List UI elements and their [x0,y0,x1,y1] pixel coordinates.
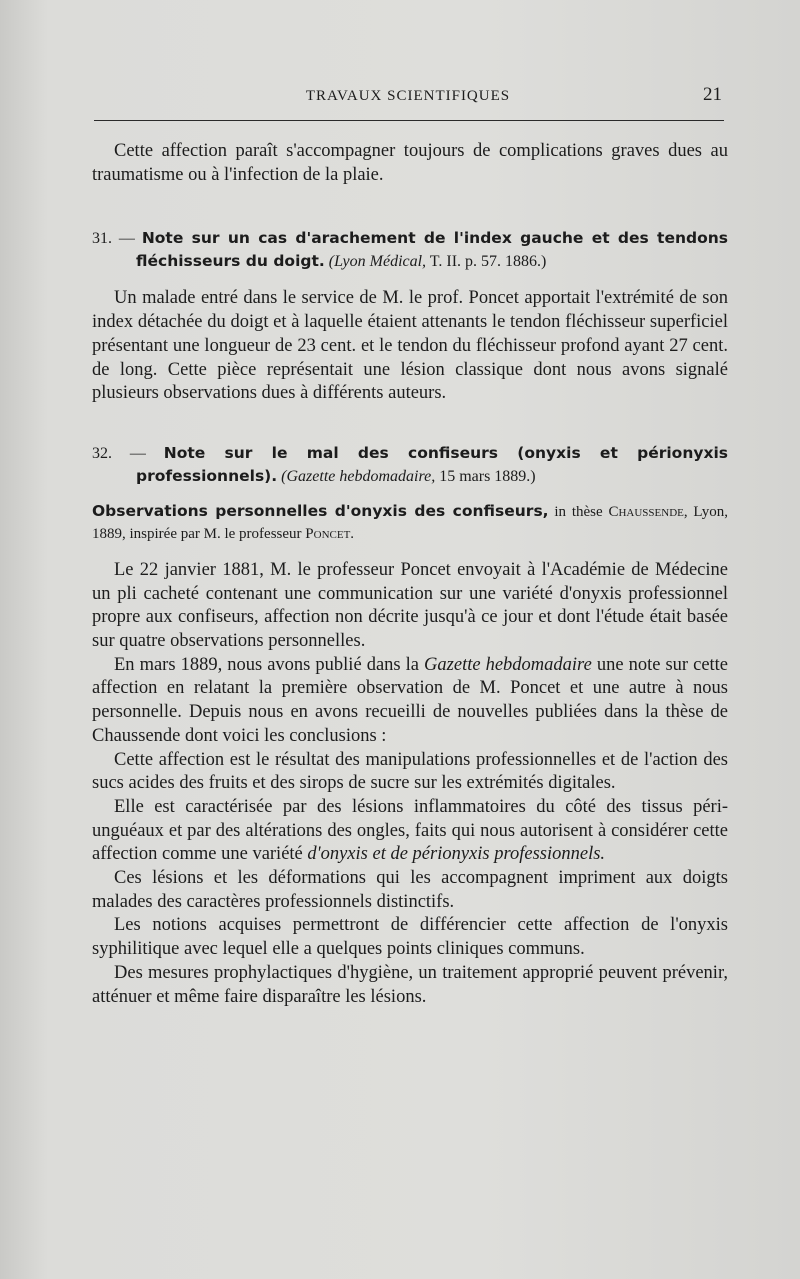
sub-text: in thèse [554,503,603,520]
entry-title: Note sur un cas d'arachement de l'index gauche et des tendons fléchisseurs du doigt. [136,229,729,271]
entry-31-heading [92,227,728,273]
text-run: une note sur cette affection en relatant la première observation de M. Poncet et une autre à nous personnelle. Depuis nous en avons recueilli de nouvelles publiées dans la thèse de Chaussende dont voici les conclusions : [92,654,729,746]
entry-ref-journal: (Lyon Médical, [328,253,427,271]
entry-32-paragraph-6: Les notions acquises permettront de différencier cette affection de l'onyxis syphilitique avec lequel elle a quelques points cliniques communs. [92,915,728,960]
entry-number: 32. [92,444,112,462]
entry-32-paragraph-1: Le 22 janvier 1881, M. le professeur Poncet envoyait à l'Académie de Médecine un pli cacheté contenant une communication sur une variété d'onyxis professionnel propre aux confiseurs, affection non décrite jusqu'à ce jour et dont l'étude était basée sur quatre observations personnelles. [92,559,728,652]
emphasis: d'onyxis et de périonyxis professionnels. [307,844,606,865]
entry-32-paragraph-7: Des mesures prophylactiques d'hygiène, un traitement approprié peuvent prévenir, atténuer et même faire disparaître les lésions. [92,962,728,1007]
page-header [92,84,724,114]
page-number: 21 [703,84,722,105]
sub-text: Lyon, 1889, inspirée par M. le professeur [92,503,728,542]
text-run: En mars 1889, nous avons publié dans la [114,654,419,675]
entry-32-heading [92,442,728,488]
entry-dash: — [129,444,146,462]
entry-number: 31. [92,230,112,248]
intro-paragraph: Cette affection paraît s'accompagner toujours de complications graves dues au traumatisme ou à l'infection de la plaie. [92,141,728,185]
entry-32-paragraph-3: Cette affection est le résultat des manipulations professionnelles et de l'action des sucs acides des fruits et des sirops de sucre sur les extrémités digitales. [92,749,728,794]
entry-32-subheading [92,500,728,545]
entry-ref-details: T. II. p. 57. 1886.) [429,253,547,271]
author-name: Poncet. [305,525,355,542]
page-content [92,140,728,1009]
entry-32-paragraph-2 [92,654,728,749]
entry-ref-journal: (Gazette hebdomadaire, [281,467,436,485]
sub-title: Observations personnelles d'onyxis des confiseurs, [92,501,549,520]
running-title: TRAVAUX SCIENTIFIQUES [305,88,511,104]
entry-dash: — [118,230,135,248]
header-rule [94,120,724,121]
text-run: Elle est caractérisée par des lésions inflammatoires du côté des tissus péri-unguéaux et par des altérations des ongles, faits qui nous autorisent à considérer cette affection comme une variété [92,796,728,865]
entry-31-body: Un malade entré dans le service de M. le prof. Poncet apportait l'extrémité de son index détachée du doigt et à laquelle étaient attenants le tendon fléchisseur superficiel présentant une longueur de 23 cent. et le tendon du fléchisseur profond ayant 27 cent. de long. Cette pièce représentait une lésion classique dont nous avons signalé plusieurs observations dues à différents auteurs. [92,288,728,404]
entry-title: Note sur le mal des confiseurs (onyxis et périonyxis professionnels). [136,443,729,485]
author-name: Chaussende, [608,503,688,520]
journal-name: Gazette hebdomadaire [424,654,592,675]
entry-ref-details: 15 mars 1889.) [439,467,536,485]
entry-32-paragraph-5: Ces lésions et les déformations qui les accompagnent impriment aux doigts malades des caractères professionnels distinctifs. [92,868,728,912]
entry-32-paragraph-4 [92,796,728,867]
